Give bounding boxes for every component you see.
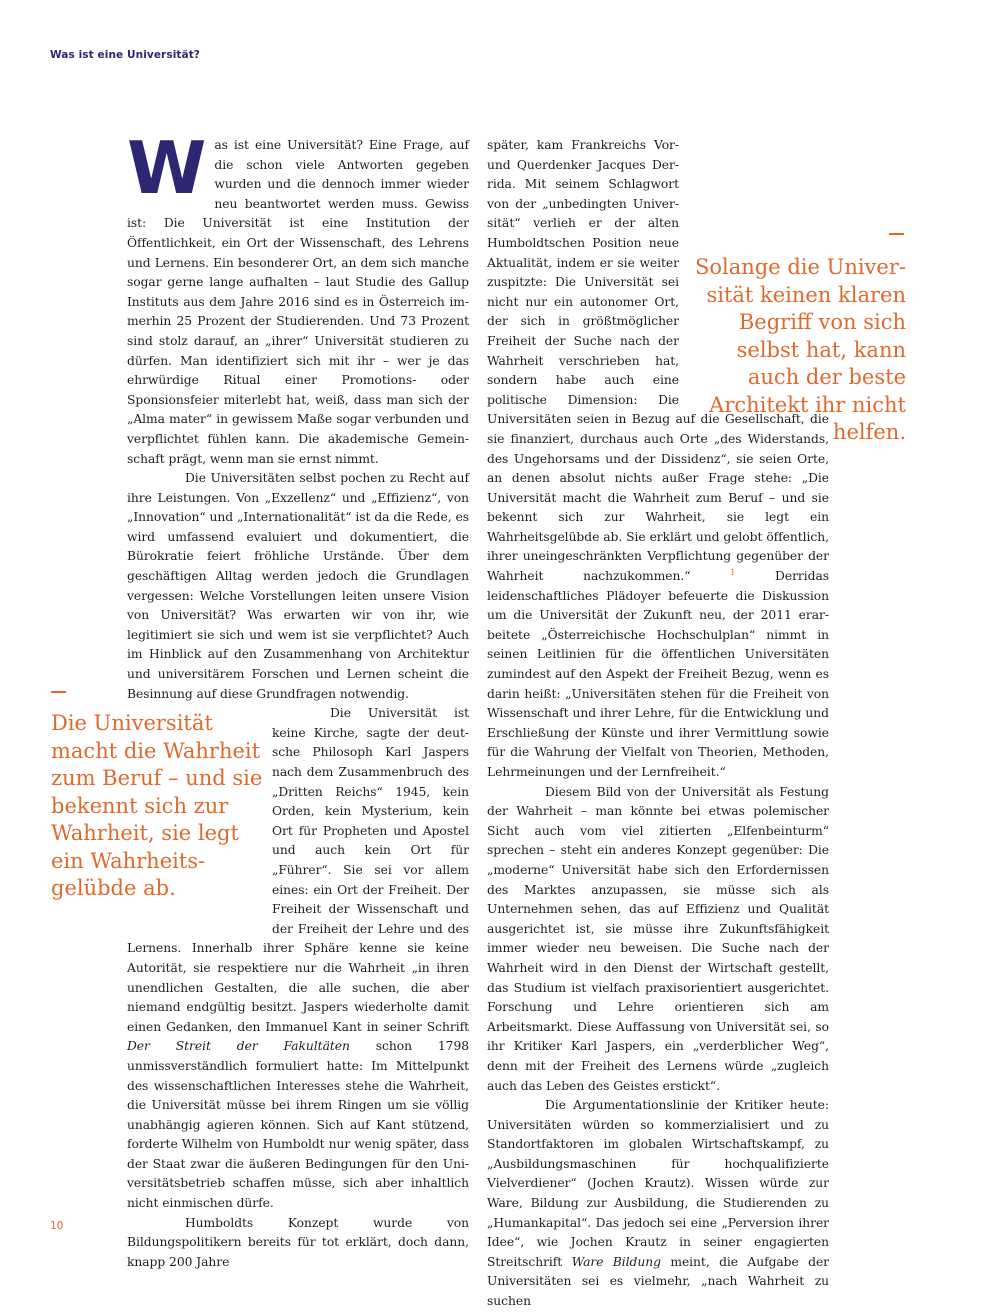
footnote-marker: 1 bbox=[730, 567, 736, 577]
paragraph-text: später, kam Frankreichs Vor- und Querdenker Jacques Derrida. Mit seinem Schlagwort von der „unbedingten Universität“ verlieh er der alten Humboldtschen Position neue Aktualität, indem er sie weiter zuspitzte: Die Universität sei nicht nur ein autonomer Ort, der sich in größtmöglicher Freiheit der Suche nach der Wahrheit verschrieben hat, sondern habe auch eine politische Dimension: Die Universitäten seien in Bezug auf die Gesellschaft, die sie finanziert, durchaus auch Orte „des Widerstands, des Ungehorsams und der Dissidenz“, sie seien Orte, an denen absolut nichts außer Frage stehe: „Die Universität macht die Wahrheit zum Beruf – und sie bekennt sich zur Wahrheit, sie legt ein Wahrheitsgelübde ab. Sie erklärt und gelobt öffentlich, ihrer uneingeschränkten Verpflichtung gegenüber der Wahrheit nachzukommen.“ bbox=[487, 138, 829, 584]
drop-cap: W bbox=[127, 126, 207, 210]
running-title: Was ist eine Universität? bbox=[50, 49, 201, 61]
book-title: Ware Bildung bbox=[571, 1254, 661, 1269]
paragraph-text: Die Universität ist keine Kirche, sagte der deutsche Philosoph Karl Jaspers nach dem Zusammenbruch des „Dritten Reichs“ 1945, kein Orden, kein Mysterium, kein Ort für Propheten und Apostel und auch kein Ort für „Führer“. Sie sei vor allem eines: ein Ort der Freiheit. Der Freiheit der Wissenschaft und der Freiheit der Lehre und des Lernens. Innerhalb ihrer Sphäre kenne sie keine Autorität, sie respektiere nur die Wahrheit „in ihren unendlichen Gestalten, die alle suchen, die aber niemand endgültig besitzt. Jaspers wiederholte damit einen Gedanken, den Immanuel Kant in seiner Schrift bbox=[127, 706, 469, 1034]
pullquote-dash bbox=[51, 691, 66, 693]
book-title: Der Streit der Fakultäten bbox=[127, 1039, 350, 1054]
paragraph: as ist eine Universität? Eine Frage, auf die schon viele Antworten gegeben wurden und die dennoch immer wieder neu beantwortet werden muss. Gewiss ist: Die Universität ist eine Institution der Öffentlichkeit, ein Ort der Wissenschaft, des Lehrens und Lernens. Ein besonderer Ort, an dem sich manche sogar gerne lange aufhalten – laut Studie des Gallup Instituts aus dem Jahre 2016 sind es in Österreich immerhin 25 Prozent der Studierenden. Und 73 Prozent sind stolz darauf, an „ihrer“ Universität studieren zu dürfen. Man identifiziert sich mit ihr – wer je das ehrwürdige Ritual einer Promotions- oder Sponsionsfeier miterlebt hat, weiß, dass man sich der „Alma mater“ in gewissem Maße sogar verbunden und verpflichtet fühlen kann. Die akademische Gemeinschaft prägt, wenn man sie ernst nimmt. bbox=[127, 138, 469, 466]
paragraph: Diesem Bild von der Universität als Festung der Wahrheit – man könnte bei etwas polemischer Sicht auch vom viel zitierten „Elfenbeinturm“ sprechen – steht ein anderes Konzept gegenüber: Die „moderne“ Universität habe sich den Erfordernissen des Marktes anzupassen, sie müsse sich als Unternehmen sehen, das auf Effizienz und Qualität ausgerichtet ist, sie müsse ihre Zukunftsfähigkeit immer wieder neu beweisen. Die Suche nach der Wahrheit wird in den Dienst der Wirtschaft gestellt, das Studium ist vielfach praxisorientiert ausgerichtet. Forschung und Lehre orientieren sich am Arbeitsmarkt. Diese Auffassung von Universität sei, so ihr Kritiker Karl Jaspers, ein „verderblicher Weg“, denn mit der Freiheit des Lernens würde „zugleich auch das Leben des Geistes erstickt“. bbox=[487, 784, 829, 1093]
paragraph: Die Universitäten selbst pochen zu Recht auf ihre Leistungen. Von „Exzellenz“ und „Effizienz“, von „Innovation“ und „Internationalität“ ist da die Rede, es wird umfassend evaluiert und dokumentiert, die Bürokratie feiert fröhliche Urstände. Über dem geschäftigen Alltag werden jedoch die Grundlagen vergessen: Welche Vorstellungen leiten unsere Vision von Universität? Was erwarten wir von ihr, wie legitimiert sie sich und wem ist sie verpflichtet? Auch im Hinblick auf den Zusammenhang von Architektur und universitärem Forschen und Lernen scheint die Besinnung auf diese Grundfragen notwendig. bbox=[127, 471, 469, 701]
pullquote-left: Die Universität macht die Wahrheit zum Beruf – und sie bekennt sich zur Wahrheit, sie legt ein Wahrheitsgelübde ab. bbox=[51, 711, 263, 900]
paragraph bbox=[487, 1096, 829, 1312]
paragraph-text: schon 1798 unmissverständlich formuliert hatte: Im Mittelpunkt des wissenschaftlichen Interesses stehe die Wahrheit, die Universität müsse bei ihrem Ringen um sie völlig unabhängig agieren können. Sich auf Kant stützend, forderte Wilhelm von Humboldt nur wenig später, dass der Staat zwar die äußeren Bedingungen für den Universitätsbetrieb schaffen müsse, sich aber inhaltlich nicht einmischen dürfe. bbox=[127, 1039, 469, 1211]
pullquote-right: Solange die Universität keinen klaren Begriff von sich selbst hat, kann auch der beste Architekt ihr nicht helfen. bbox=[695, 255, 906, 444]
article-column-left bbox=[127, 126, 469, 1272]
paragraph bbox=[487, 136, 829, 783]
paragraph-text: Derridas leidenschaftliches Plädoyer befeuerte die Diskussion um die Universität der Zukunft neu, der 2011 erarbeitete „Österreichische Hochschulplan“ nimmt in seinen Leitlinien für die öffentlichen Universitäten zumindest auf den Aspekt der Freiheit Bezug, wenn es darin heißt: „Universitäten stehen für die Freiheit von Wissenschaft und ihrer Lehre, für die Entwicklung und Erschließung der Künste und ihrer Vermittlung sowie für die Wahrung der Vielfalt von Theorien, Methoden, Lehrmeinungen und der Lernfreiheit.“ bbox=[487, 569, 829, 779]
page-number: 10 bbox=[50, 1220, 64, 1232]
paragraph-text: meint, die Aufgabe der Universitäten sei es vielmehr, „nach Wahrheit zu suchen bbox=[487, 1254, 829, 1309]
pullquote-dash bbox=[889, 233, 904, 235]
paragraph-text: Die Argumentationslinie der Kritiker heute: Universitäten würden so kommerzialisiert und zu Standortfaktoren im globalen Wirtschaftskampf, zu „Ausbildungsmaschinen für hochqualifizierte Vielverdiener“ (Jochen Krautz). Wissen würde zur Ware, Bildung zur Ausbildung, die Studierenden zu „Humankapital“. Das jedoch sei eine „Perversion ihrer Idee“, wie Jochen Krautz in seiner engagierten Streitschrift bbox=[487, 1098, 829, 1269]
paragraph: Humboldts Konzept wurde von Bildungspolitikern bereits für tot erklärt, doch dann, knapp 200 Jahre bbox=[127, 1215, 469, 1269]
